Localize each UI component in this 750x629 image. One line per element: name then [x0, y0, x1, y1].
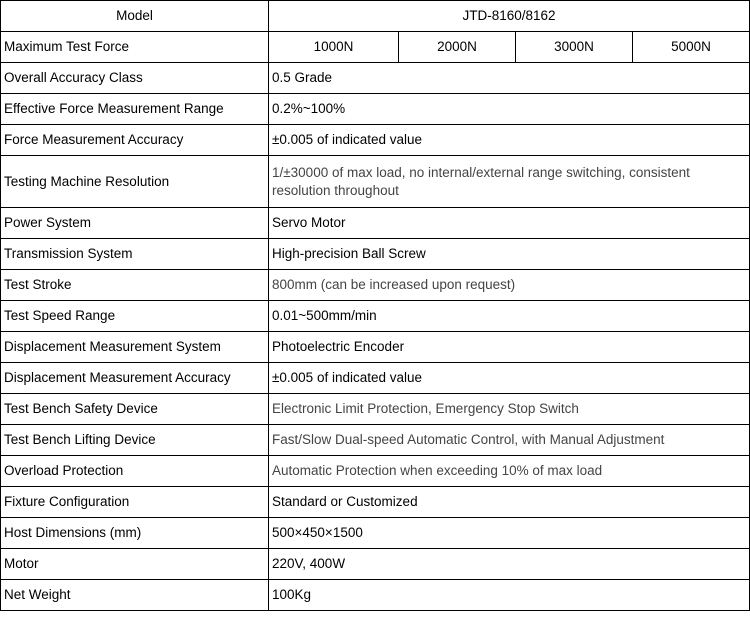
table-row — [1, 208, 750, 239]
row-value: Electronic Limit Protection, Emergency Stop Switch — [269, 394, 750, 425]
table-row — [1, 156, 750, 208]
row-value: High-precision Ball Screw — [269, 239, 750, 270]
table-row — [1, 125, 750, 156]
table-row — [1, 301, 750, 332]
table-row — [1, 487, 750, 518]
table-row — [1, 332, 750, 363]
table-row — [1, 549, 750, 580]
table-row — [1, 363, 750, 394]
table-row-model — [1, 1, 750, 32]
table-row — [1, 270, 750, 301]
row-label: Power System — [1, 208, 269, 239]
table-row — [1, 518, 750, 549]
model-value: JTD-8160/8162 — [269, 1, 750, 32]
row-label: Test Bench Lifting Device — [1, 425, 269, 456]
row-label: Transmission System — [1, 239, 269, 270]
row-value: Automatic Protection when exceeding 10% of max load — [269, 456, 750, 487]
row-value: Standard or Customized — [269, 487, 750, 518]
row-label: Test Speed Range — [1, 301, 269, 332]
row-label: Force Measurement Accuracy — [1, 125, 269, 156]
row-value: 0.01~500mm/min — [269, 301, 750, 332]
row-value: 0.5 Grade — [269, 63, 750, 94]
table-row-max-force — [1, 32, 750, 63]
row-label: Net Weight — [1, 580, 269, 611]
table-row — [1, 580, 750, 611]
row-value: Fast/Slow Dual-speed Automatic Control, with Manual Adjustment — [269, 425, 750, 456]
table-row — [1, 63, 750, 94]
row-value: 220V, 400W — [269, 549, 750, 580]
row-value: Photoelectric Encoder — [269, 332, 750, 363]
row-value: 100Kg — [269, 580, 750, 611]
row-value: 1/±30000 of max load, no internal/external range switching, consistent resolution throughout — [269, 156, 750, 208]
model-label: Model — [1, 1, 269, 32]
table-row — [1, 239, 750, 270]
row-value: ±0.005 of indicated value — [269, 363, 750, 394]
row-label: Overload Protection — [1, 456, 269, 487]
row-value: 0.2%~100% — [269, 94, 750, 125]
row-value: Servo Motor — [269, 208, 750, 239]
row-label: Effective Force Measurement Range — [1, 94, 269, 125]
row-label: Fixture Configuration — [1, 487, 269, 518]
max-force-3000: 3000N — [516, 32, 633, 63]
row-label: Motor — [1, 549, 269, 580]
row-label: Testing Machine Resolution — [1, 156, 269, 208]
table-row — [1, 425, 750, 456]
table-row — [1, 94, 750, 125]
row-value: 500×450×1500 — [269, 518, 750, 549]
row-label: Host Dimensions (mm) — [1, 518, 269, 549]
table-row — [1, 456, 750, 487]
row-label: Displacement Measurement Accuracy — [1, 363, 269, 394]
max-force-5000: 5000N — [633, 32, 750, 63]
row-label: Overall Accuracy Class — [1, 63, 269, 94]
max-force-1000: 1000N — [269, 32, 399, 63]
max-force-label: Maximum Test Force — [1, 32, 269, 63]
row-label: Test Bench Safety Device — [1, 394, 269, 425]
max-force-2000: 2000N — [399, 32, 516, 63]
table-row — [1, 394, 750, 425]
row-label: Test Stroke — [1, 270, 269, 301]
row-label: Displacement Measurement System — [1, 332, 269, 363]
row-value: 800mm (can be increased upon request) — [269, 270, 750, 301]
row-value: ±0.005 of indicated value — [269, 125, 750, 156]
